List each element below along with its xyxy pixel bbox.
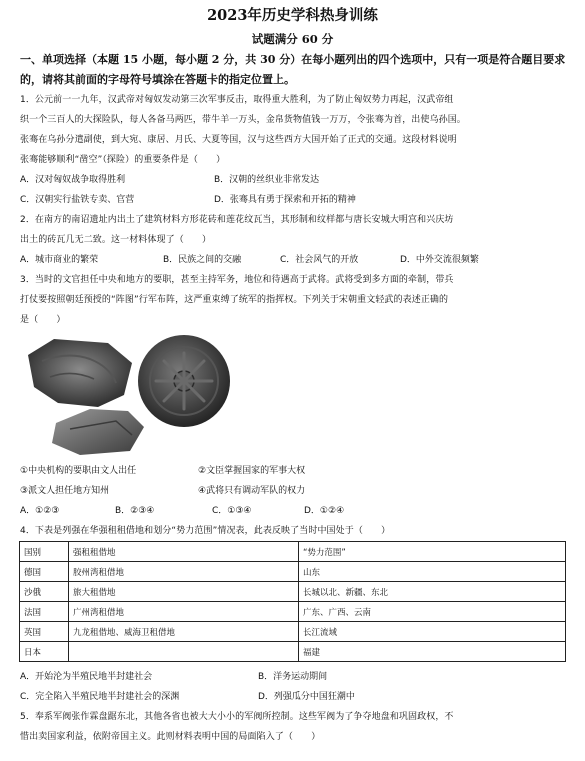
question-3-statement-2: ②文臣掌握国家的军事大权 xyxy=(198,466,306,476)
table-cell: 日本 xyxy=(20,642,69,662)
table-row xyxy=(20,602,566,622)
question-3-line: 是（ ） xyxy=(20,315,66,325)
question-1-line: 张骞能够顺利“凿空”（探险）的重要条件是（ ） xyxy=(20,155,226,165)
question-3-line: 3．当时的文官担任中央和地方的要职，甚至主持军务，地位和待遇高于武将。武将受到多方面的牵制，带兵 xyxy=(20,275,454,285)
brick-fragments-photo xyxy=(20,333,240,458)
table-header-cell: 强租租借地 xyxy=(69,542,299,562)
question-1-option-d: D．张骞具有勇于探索和开拓的精神 xyxy=(214,195,356,205)
table-cell: 九龙租借地、威海卫租借地 xyxy=(69,622,299,642)
table-header-cell: 国别 xyxy=(20,542,69,562)
question-3-option-c: C．①③④ xyxy=(212,506,252,516)
question-5-line: 惜出卖国家利益，依附帝国主义。此则材料表明中国的局面陷入了（ ） xyxy=(20,732,321,742)
question-5-line: 5．奉系军阀张作霖盘踞东北，其他各省也被大大小小的军阀所控制。这些军阀为了争夺地盘和巩固政权，不 xyxy=(20,712,454,722)
page-title: 2023年历史学科热身训练 xyxy=(207,7,378,24)
question-3-statement-4: ④武将只有调动军队的权力 xyxy=(198,486,306,496)
question-1-line: 织一个三百人的大探险队，每人各备马两匹，带牛羊一万头，金帛货物值钱一万万，令张骞为首，出使乌孙国。 xyxy=(20,115,466,125)
question-1-option-a: A．汉对匈奴战争取得胜利 xyxy=(20,175,126,185)
question-4-option-b: B．洋务运动期间 xyxy=(258,672,328,682)
table-cell: 旅大租借地 xyxy=(69,582,299,602)
question-3-option-d: D．①②④ xyxy=(304,506,345,516)
table-row xyxy=(20,582,566,602)
question-2-option-d: D．中外交流很频繁 xyxy=(400,255,479,265)
table-cell: 德国 xyxy=(20,562,69,582)
table-cell: 广东、广西、云南 xyxy=(299,602,566,622)
table-header-cell: “势力范围” xyxy=(299,542,566,562)
question-4-option-a: A．开始沦为半殖民地半封建社会 xyxy=(20,672,153,682)
table-cell: 沙俄 xyxy=(20,582,69,602)
question-2-option-c: C．社会风气的开放 xyxy=(280,255,359,265)
concession-table xyxy=(19,541,566,662)
question-1-option-c: C．汉朝实行盐铁专卖、官营 xyxy=(20,195,135,205)
table-cell: 长江流域 xyxy=(299,622,566,642)
question-4-stem: 4．下表是列强在华强租租借地和划分“势力范围”情况表，此表反映了当时中国处于（ ） xyxy=(20,526,391,536)
question-1-line: 1．公元前一一九年，汉武帝对匈奴发动第三次军事反击，取得重大胜利，为了防止匈奴势力再起，汉武帝组 xyxy=(20,95,454,105)
question-3-line: 打仗要按照朝廷预授的“阵图”行军布阵，这严重束缚了统军的指挥权。下列关于宋朝重文轻武的表述正确的 xyxy=(20,295,449,305)
table-cell: 广州湾租借地 xyxy=(69,602,299,622)
table-cell: 法国 xyxy=(20,602,69,622)
question-2-line: 2．在南方的南诏遗址内出土了建筑材料方形花砖和莲花纹瓦当，其形制和纹样都与唐长安城大明宫和兴庆坊 xyxy=(20,215,454,225)
table-cell: 长城以北、新疆、东北 xyxy=(299,582,566,602)
question-1-line: 张骞在乌孙分遣副使，到大宛、康居、月氏、大夏等国，汉与这些西方大国开始了正式的交通。这段材料说明 xyxy=(20,135,457,145)
question-4-option-d: D．列强瓜分中国狂潮中 xyxy=(258,692,355,702)
question-2-option-b: B．民族之间的交融 xyxy=(163,255,242,265)
table-row xyxy=(20,562,566,582)
question-3-statement-1: ①中央机构的要职由文人出任 xyxy=(20,466,137,476)
table-cell: 胶州湾租借地 xyxy=(69,562,299,582)
section-heading: 一、单项选择（本题 15 小题，每小题 2 分，共 30 分）在每小题列出的四个选项中，只有一项是符合题目要求的，请将其前面的字母符号填涂在答题卡的指定位置上。 xyxy=(20,53,566,86)
table-cell: 山东 xyxy=(299,562,566,582)
table-cell: 福建 xyxy=(299,642,566,662)
question-2-option-a: A．城市商业的繁荣 xyxy=(20,255,99,265)
question-3-option-a: A．①②③ xyxy=(20,506,60,516)
table-header-row xyxy=(20,542,566,562)
table-row xyxy=(20,622,566,642)
table-row xyxy=(20,642,566,662)
question-2-line: 出土的砖瓦几无二致。这一材料体现了（ ） xyxy=(20,235,212,245)
table-cell xyxy=(69,642,299,662)
question-3-option-b: B．②③④ xyxy=(115,506,155,516)
page-subtitle: 试题满分 60 分 xyxy=(251,32,334,46)
table-cell: 英国 xyxy=(20,622,69,642)
question-4-option-c: C．完全陷入半殖民地半封建社会的深渊 xyxy=(20,692,180,702)
question-1-option-b: B．汉朝的丝织业非常发达 xyxy=(214,175,320,185)
question-3-statement-3: ③派文人担任地方知州 xyxy=(20,486,110,496)
